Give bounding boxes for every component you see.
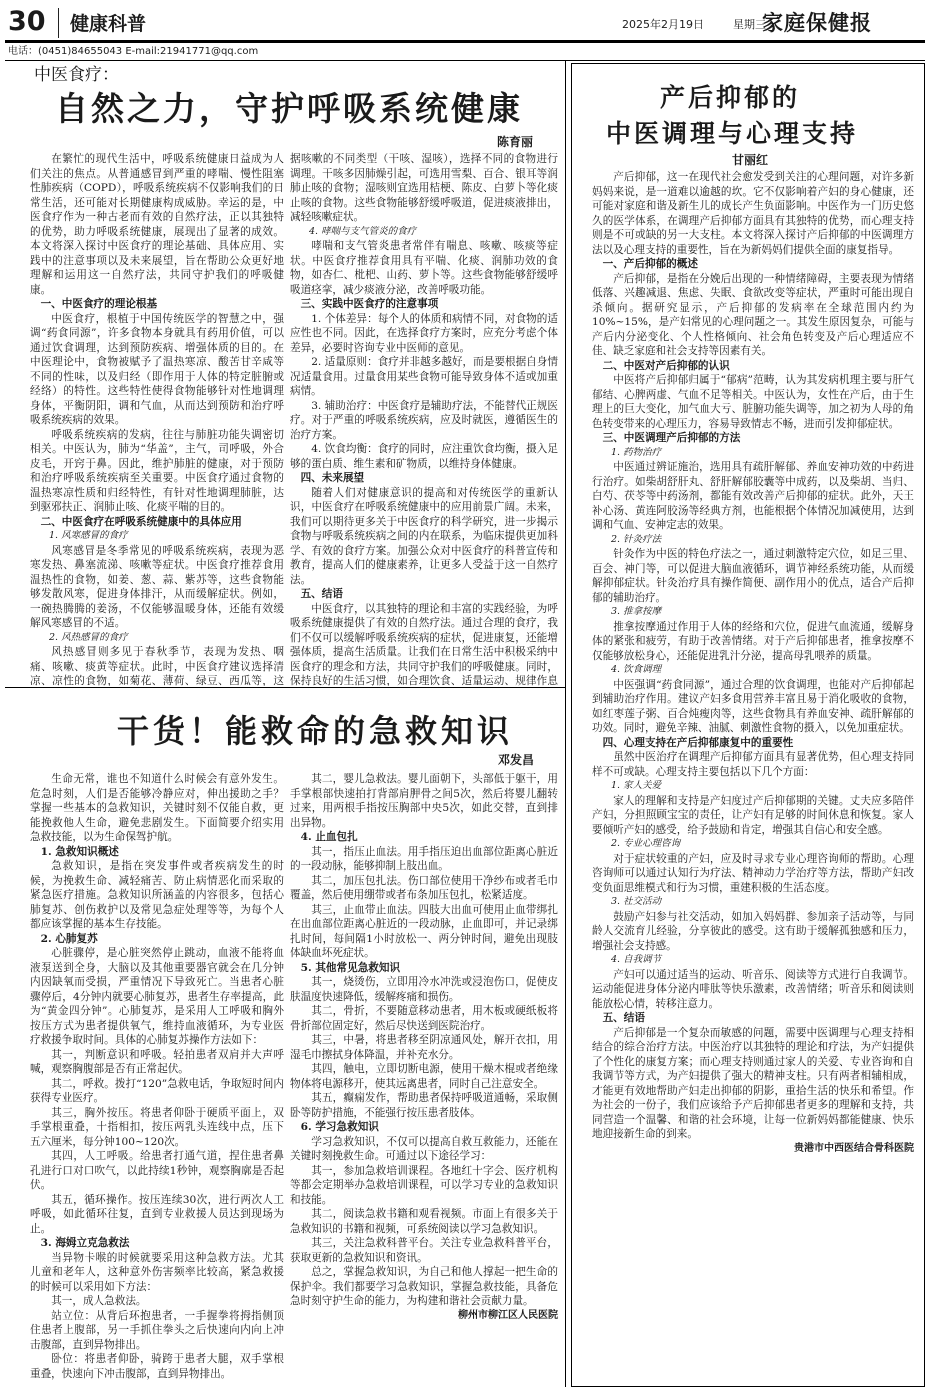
paragraph: 站立位：从背后环抱患者，一手握拳将拇指侧顶住患者上腹部，另一手抓住拳头之后快速向内向上冲击腹部，直到异物排出。 xyxy=(30,1309,284,1351)
article2-column-1 xyxy=(30,772,284,1386)
paragraph: 中医食疗，根植于中国传统医学的智慧之中，强调“药食同源”，许多食物本身就具有药用价值，可以通过饮食调理，达到预防疾病、增强体质的目的。在中医理论中，食物被赋予了温热寒凉、酸苦甘辛咸等不同的性味，以及归经（即作用于人体的特定脏腑或经络）的特性。这些特性使得食物能够针对性地调理身体，平衡阴阳，调和气血，从而达到预防和治疗呼吸系统疾病的效果。 xyxy=(30,312,284,426)
article2-author: 邓发昌 xyxy=(498,753,535,767)
paragraph: 其二，阅读急救书籍和观看视频。市面上有很多关于急救知识的书籍和视频，可系统阅读以学习急救知识。 xyxy=(290,1208,558,1235)
header-rule xyxy=(5,40,925,43)
section-heading: 四、心理支持在产后抑郁康复中的重要性 xyxy=(602,736,794,749)
paragraph: 在繁忙的现代生活中，呼吸系统健康日益成为人们关注的焦点。从普通感冒到严重的哮喘、慢性阻塞性肺疾病（COPD），呼吸系统疾病不仅影响我们的日常生活，还可能对长期健康构成威胁。幸运的是，中医食疗作为一种古老而有效的自然疗法，正以其独特的优势，助力呼吸系统健康，展现出了显著的成效。本文将深入探讨中医食疗的理论基础、具体应用、实践中的注意事项以及未来展望，旨在帮助公众更好地理解和运用这一自然疗法，共同守护我们的呼吸健康。 xyxy=(30,153,284,296)
subheading: 1. 家人关爱 xyxy=(611,780,662,791)
article1-kicker: 中医食疗： xyxy=(34,65,119,85)
contact-rule xyxy=(5,60,925,61)
paragraph: 其五，循环操作。按压连续30次，进行两次人工呼吸，如此循环往复，直到专业救援人员达到现场为止。 xyxy=(30,1193,284,1235)
paragraph: 对于症状较重的产妇，应及时寻求专业心理咨询师的帮助。心理咨询师可以通过认知行为疗法、精神动力学治疗等方法，帮助产妇改变负面思维模式和行为习惯，重建积极的生活态度。 xyxy=(592,852,914,894)
paragraph: 其五，癫痫发作，帮助患者保持呼吸道通畅，采取侧卧等防护措施，不能强行按压患者肢体。 xyxy=(290,1092,558,1119)
paragraph: 其一，烧烫伤，立即用冷水冲洗或浸泡伤口，促使皮肤温度快速降低，缓解疼痛和损伤。 xyxy=(290,976,558,1003)
paragraph: 中医食疗，以其独特的理论和丰富的实践经验，为呼吸系统健康提供了有效的自然疗法。通过合理的食疗，我们不仅可以缓解呼吸系统疾病的症状，促进康复，还能增强体质，提高生活质量。让我们在日常生活中积极采纳中医食疗的理念和方法，共同守护我们的呼吸健康。同时，保持良好的生活习惯，如合理饮食、适量运动、规律作息 xyxy=(290,602,558,686)
paragraph: 产后抑郁是一个复杂而敏感的问题，需要中医调理与心理支持相结合的综合治疗方法。中医治疗以其独特的理论和疗法，为产妇提供了个性化的康复方案；而心理支持则通过家人的关爱、专业咨询和自我调节等方式，为产妇提供了强大的精神支柱。只有两者相辅相成，才能更有效地帮助产妇走出抑郁的阴影，重拾生活的快乐和希望。作为社会的一份子，我们应该给予产后抑郁患者更多的理解和支持，共同营造一个温馨、和谐的社会环境，让每一位新妈妈都能健康、快乐地迎接新生命的到来。 xyxy=(592,1026,914,1140)
paragraph: 卧位：将患者仰卧，骑跨于患者大腿，双手掌根重叠，快速向下冲击腹部，直到异物排出。 xyxy=(30,1353,284,1380)
section-heading: 五、结语 xyxy=(602,1012,645,1024)
subheading: 2. 专业心理咨询 xyxy=(611,838,681,849)
section-heading: 2. 心肺复苏 xyxy=(40,932,98,945)
section-title: 健康科普 xyxy=(70,13,147,35)
paragraph: 哮喘和支气管炎患者常伴有喘息、咳嗽、咳痰等症状。中医食疗推荐食用具有平喘、化痰、润肺功效的食物，如杏仁、枇杷、山药、萝卜等。这些食物能够舒缓呼吸道痉挛，减少痰液分泌，改善呼吸功能。 xyxy=(290,240,558,296)
subheading: 4. 哮喘与支气管炎的食疗 xyxy=(309,225,417,237)
subheading: 3. 社交活动 xyxy=(611,896,662,907)
paragraph: 虽然中医治疗在调理产后抑郁方面具有显著优势，但心理支持同样不可或缺。心理支持主要包括以下几个方面： xyxy=(592,751,914,778)
section-heading: 一、产后抑郁的概述 xyxy=(602,258,698,270)
paragraph: 其一，指压止血法。用手指压迫出血部位距离心脏近的一段动脉，能够抑制上肢出血。 xyxy=(290,845,558,872)
section-heading: 1. 急救知识概述 xyxy=(40,845,119,858)
paragraph: 中医强调“药食同源”，通过合理的饮食调理，也能对产后抑郁起到辅助治疗作用。建议产妇多食用营养丰富且易于消化吸收的食物，如红枣莲子粥、百合炖瘦肉等，这些食物具有养血安神、疏肝解郁的功效。同时，避免辛辣、油腻、刺激性食物的摄入，以免加重症状。 xyxy=(592,678,914,734)
header-divider xyxy=(58,8,59,38)
paragraph: 针灸作为中医的特色疗法之一，通过刺激特定穴位，如足三里、百会、神门等，可以促进大脑血液循环，调节神经系统功能，从而缓解抑郁症状。针灸治疗具有操作简便、副作用小的优点，适合产后抑郁的辅助治疗。 xyxy=(592,548,914,604)
column-separator xyxy=(565,61,566,1387)
paragraph-continued: 据咳嗽的不同类型（干咳、湿咳），选择不同的食物进行调理。干咳多因肺燥引起，可选用雪梨、百合、银耳等润肺止咳的食物；湿咳则宜选用桔梗、陈皮、白萝卜等化痰止咳的食物。这些食物能够舒缓呼吸道，促进痰液排出，减轻咳嗽症状。 xyxy=(290,153,558,223)
paragraph: 急救知识，是指在突发事件或者疾病发生的时候，为挽救生命、减轻痛苦、防止病情恶化而采取的紧急医疗措施。急救知识所涵盖的内容很多，包括心肺复苏、创伤救护以及常见急症处理等等，为每个人都应该掌握的基本生存技能。 xyxy=(30,860,284,930)
section-heading: 四、未来展望 xyxy=(300,472,365,484)
paragraph: 心脏骤停，是心脏突然停止跳动，血液不能将血液泵送到全身，大脑以及其他重要器官就会在几分钟内因缺氧而受损，严重情况下导致死亡。当患者心脏骤停后，4分钟内就要心肺复苏，患者生存率提高，此为“黄金四分钟”。心肺复苏，是采用人工呼吸和胸外按压方式为患者提供氧气，维持血液循环，为专业医疗救援争取时间。具体的心肺复苏操作方法如下： xyxy=(30,947,284,1046)
paragraph: 推拿按摩通过作用于人体的经络和穴位，促进气血流通，缓解身体的紧张和疲劳，有助于改善情绪。对于产后抑郁患者，推拿按摩不仅能够放松身心，还能促进乳汁分泌，提高母乳喂养的质量。 xyxy=(592,620,914,662)
paragraph: 2. 适量原则：食疗并非越多越好，而是要根据自身情况适量食用。过量食用某些食物可能导致身体不适或加重病情。 xyxy=(290,356,558,397)
paragraph: 风热感冒则多见于春秋季节，表现为发热、咽痛、咳嗽、痰黄等症状。此时，中医食疗建议选择清凉、凉性的食物，如菊花、薄荷、绿豆、西瓜等，这 xyxy=(30,646,284,686)
paragraph: 家人的理解和支持是产妇度过产后抑郁期的关键。丈夫应多陪伴产妇，分担照顾宝宝的责任，让产妇有足够的时间休息和恢复。家人要倾听产妇的感受，给予鼓励和肯定，增强其自信心和安全感。 xyxy=(592,794,914,836)
newspaper-name: 家庭保健报 xyxy=(762,10,872,35)
subheading: 2. 针灸疗法 xyxy=(611,533,662,545)
section-heading: 一、中医食疗的理论根基 xyxy=(40,298,158,310)
subheading: 1. 药物治疗 xyxy=(611,446,662,458)
paragraph: 其四，触电，立即切断电源，使用干燥木棍或者绝缘物体将电源移开，使其远离患者，同时自己注意安全。 xyxy=(290,1063,558,1090)
article2-title: 干货！能救命的急救知识 xyxy=(117,712,514,750)
paragraph: 其三，关注急救科普平台。关注专业急救科普平台，获取更新的急救知识和资讯。 xyxy=(290,1237,558,1264)
subheading: 4. 饮食调理 xyxy=(611,664,662,675)
article2-column-2 xyxy=(290,772,558,1386)
article3-author: 甘丽红 xyxy=(732,153,769,167)
paragraph: 风寒感冒是冬季常见的呼吸系统疾病，表现为恶寒发热、鼻塞流涕、咳嗽等症状。中医食疗推荐食用温热性的食物，如姜、葱、蒜、紫苏等，这些食物能够发散风寒，促进身体排汗，从而缓解症状。例如，一碗热腾腾的姜汤，不仅能够温暖身体，还能有效缓解风寒感冒的不适。 xyxy=(30,544,284,629)
subheading: 4. 自我调节 xyxy=(611,954,662,965)
paragraph: 总之，掌握急救知识，为自己和他人撑起一把生命的保护伞。我们都要学习急救知识，掌握急救技能，具备危急时刻守护生命的能力，为构建和谐社会贡献力量。 xyxy=(290,1266,558,1307)
paragraph: 呼吸系统疾病的发病，往往与肺脏功能失调密切相关。中医认为，肺为“华盖”，主气，司呼吸，外合皮毛，开窍于鼻。因此，维护肺脏的健康，对于预防和治疗呼吸系统疾病至关重要。中医食疗通过食物的温热寒凉性质和归经特性，有针对性地调理肺脏，达到驱邪扶正、润肺止咳、化痰平喘的目的。 xyxy=(30,428,284,513)
paragraph: 学习急救知识，不仅可以提高自救互救能力，还能在关键时刻挽救生命。可通过以下途径学习： xyxy=(290,1135,558,1162)
byline-institution: 贵港市中西医结合骨科医院 xyxy=(794,1142,914,1154)
subheading: 2. 风热感冒的食疗 xyxy=(49,631,128,643)
article1-column-1 xyxy=(30,152,284,686)
paragraph: 其一，参加急救培训课程。各地红十字会、医疗机构等都会定期举办急救培训课程，可以学习专业的急救知识和技能。 xyxy=(290,1164,558,1206)
paragraph: 其三，中暑，将患者移至阴凉通风处，解开衣扣，用湿毛巾擦拭身体降温，并补充水分。 xyxy=(290,1034,558,1061)
paragraph: 其三，胸外按压。将患者仰卧于硬质平面上，双手掌根重叠，十指相扣，按压两乳头连线中点，压下五六厘米，每分钟100~120次。 xyxy=(30,1106,284,1148)
paragraph: 鼓励产妇参与社交活动，如加入妈妈群、参加亲子活动等，与同龄人交流育儿经验，分享彼此的感受。这有助于缓解孤独感和压力，增强社会支持感。 xyxy=(592,910,914,952)
paragraph: 随着人们对健康意识的提高和对传统医学的重新认识，中医食疗在呼吸系统健康中的应用前景广阔。未来，我们可以期待更多关于中医食疗的科学研究，进一步揭示食物与呼吸系统疾病之间的内在联系，为临床提供更加科学、有效的食疗方案。加强公众对中医食疗的科普宣传和教育，提高人们的健康素养，让更多人受益于这一自然疗法。 xyxy=(290,486,558,586)
article1-column-2 xyxy=(290,152,558,686)
issue-date: 2025年2月19日 xyxy=(622,18,704,31)
paragraph: 当异物卡喉的时候就要采用这种急救方法。尤其儿童和老年人，这种意外伤害频率比较高，紧急救援的时候可以采用如下方法： xyxy=(30,1251,284,1293)
paragraph: 其一，判断意识和呼吸。轻拍患者双肩并大声呼喊，观察胸腹部是否有正常起伏。 xyxy=(30,1048,284,1075)
paragraph: 生命无常，谁也不知道什么时候会有意外发生。危急时刻，人们是否能够冷静应对，伸出援助之手？掌握一些基本的急救知识，关键时刻不仅能自救，更能挽救他人生命，避免悲剧发生。下面简要介绍实用急救技能，以为生命保驾护航。 xyxy=(30,773,284,843)
subheading: 3. 推拿按摩 xyxy=(611,606,662,617)
article1-title: 自然之力，守护呼吸系统健康 xyxy=(55,89,523,128)
section-heading: 二、中医食疗在呼吸系统健康中的具体应用 xyxy=(40,515,242,528)
subheading: 1. 风寒感冒的食疗 xyxy=(49,530,128,541)
paragraph: 其三，止血带止血法。四肢大出血可使用止血带绑扎在出血部位距离心脏近的一段动脉，止血即可，并记录绑扎时间，每间隔1小时放松一、两分钟时间，避免出现肢体缺血坏死症状。 xyxy=(290,903,558,959)
paragraph: 其二，呼救。拨打“120”急救电话，争取短时间内获得专业医疗。 xyxy=(30,1077,284,1104)
paragraph: 中医通过辨证施治，选用具有疏肝解郁、养血安神功效的中药进行治疗。如柴胡舒肝丸、舒肝解郁胶囊等中成药，以及柴胡、当归、白芍、茯苓等中药汤剂，都能有效改善产后抑郁的症状。此外，天王补心汤、黄连阿胶汤等经典方剂，也能根据个体情况加减使用，达到调和气血、安神定志的效果。 xyxy=(592,461,914,531)
issue-weekday: 星期三 xyxy=(733,18,766,31)
article-separator xyxy=(5,687,565,688)
section-heading: 五、结语 xyxy=(300,588,343,600)
paragraph: 产妇可以通过适当的运动、听音乐、阅读等方式进行自我调节。运动能促进身体分泌内啡肽等快乐激素，改善情绪；听音乐和阅读则能放松心情，转移注意力。 xyxy=(592,968,914,1010)
paragraph: 其一，成人急救法。 xyxy=(51,1295,147,1307)
contact-line: 电话：(0451)84655043 E-mail:21941771@qq.com xyxy=(8,46,259,57)
paragraph: 其四，人工呼吸。给患者打通气道，捏住患者鼻孔进行口对口吹气，以此持续1秒钟，观察胸廓是否起伏。 xyxy=(30,1150,284,1191)
paragraph: 其二，婴儿急救法。婴儿面朝下，头部低于躯干，用手掌根部快速拍打背部肩胛骨之间5次，然后将婴儿翻转过来，用两根手指按压胸部中央5次，如此交替，直到排出异物。 xyxy=(290,773,558,829)
section-heading: 3. 海姆立克急救法 xyxy=(40,1237,130,1249)
article3-body xyxy=(592,170,914,1382)
section-heading: 6. 学习急救知识 xyxy=(300,1121,379,1133)
paragraph: 其二，骨折，不要随意移动患者，用木板或硬纸板将骨折部位固定好，然后尽快送到医院治疗。 xyxy=(290,1005,558,1032)
page-number: 30 xyxy=(8,6,46,37)
paragraph: 4. 饮食均衡：食疗的同时，应注重饮食均衡，摄入足够的蛋白质、维生素和矿物质，以维持身体健康。 xyxy=(290,443,558,470)
paragraph: 产后抑郁，是指在分娩后出现的一种情绪障碍，主要表现为情绪低落、兴趣减退、焦虑、失眠、食欲改变等症状，严重时可能出现自杀倾向。据研究显示，产后抑郁的发病率在全球范围内约为10%~15%，是产妇常见的心理问题之一。其发生原因复杂，可能与产后内分泌变化、个人性格倾向、社会角色转变及产后心理适应不佳、缺乏家庭和社会支持等因素有关。 xyxy=(592,272,914,357)
paragraph: 1. 个体差异：每个人的体质和病情不同，对食物的适应性也不同。因此，在选择食疗方案时，应充分考虑个体差异，必要时咨询专业中医师的意见。 xyxy=(290,312,558,354)
article1-author: 陈育丽 xyxy=(497,135,534,149)
byline-institution: 柳州市柳江区人民医院 xyxy=(458,1309,558,1321)
article3-title-line1: 产后抑郁的 xyxy=(660,83,801,112)
section-heading: 三、中医调理产后抑郁的方法 xyxy=(602,432,741,444)
article3-title-line2: 中医调理与心理支持 xyxy=(606,119,859,148)
section-heading: 5. 其他常见急救知识 xyxy=(300,961,401,974)
paragraph: 其二，加压包扎法。伤口部位使用干净纱布或者毛巾覆盖，然后使用绷带或者布条加压包扎，松紧适度。 xyxy=(290,874,558,901)
paragraph: 3. 辅助治疗：中医食疗是辅助疗法，不能替代正规医疗。对于严重的呼吸系统疾病，应及时就医，遵循医生的治疗方案。 xyxy=(290,399,558,441)
section-heading: 二、中医对产后抑郁的认识 xyxy=(602,359,730,372)
section-heading: 三、实践中医食疗的注意事项 xyxy=(300,298,439,310)
paragraph: 产后抑郁，这一在现代社会愈发受到关注的心理问题，对许多新妈妈来说，是一道难以逾越的坎。它不仅影响着产妇的身心健康，还可能对家庭和谐及新生儿的成长产生负面影响。中医作为一门历史悠久的医学体系，在调理产后抑郁方面具有其独特的优势，而心理支持则是不可或缺的另一大支柱。本文将深入探讨产后抑郁的中医调理方法以及心理支持的重要性，旨在为新妈妈们提供全面的康复指导。 xyxy=(592,171,914,256)
section-heading: 4. 止血包扎 xyxy=(300,831,358,843)
paragraph: 中医将产后抑郁归属于“郁病”范畴，认为其发病机理主要与肝气郁结、心脾两虚、气血不足等相关。中医认为，女性在产后，由于生理上的巨大变化，加气血大亏、脏腑功能失调等，加之初为人母的角色转变带来的心理压力，容易导致情志不畅，进而引发抑郁症状。 xyxy=(592,374,914,430)
